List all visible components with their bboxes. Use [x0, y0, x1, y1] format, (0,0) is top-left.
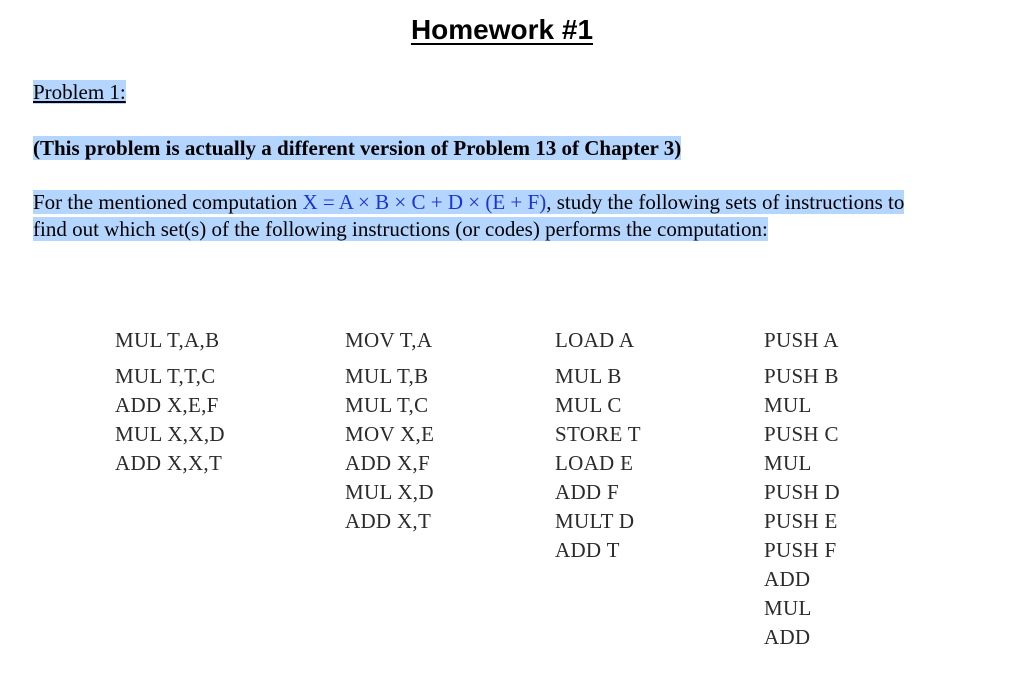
problem-note: [33, 136, 681, 161]
instruction-line: ADD X,T: [345, 509, 432, 533]
instruction-line: PUSH B: [764, 364, 839, 388]
instruction-line: ADD T: [555, 538, 620, 562]
instruction-line: MUL T,T,C: [115, 364, 216, 388]
problem-label-text: Problem 1:: [33, 80, 126, 104]
instruction-line: PUSH F: [764, 538, 837, 562]
instruction-line: MOV T,A: [345, 328, 433, 352]
instruction-line: ADD: [764, 567, 811, 591]
problem-note-text: (This problem is actually a different version of Problem 13 of Chapter 3): [33, 136, 682, 160]
instruction-line: PUSH C: [764, 422, 839, 446]
instruction-line: ADD X,X,T: [115, 451, 223, 475]
instruction-line: MUL: [764, 451, 812, 475]
instruction-set-4: [764, 326, 840, 652]
instruction-line: MUL T,B: [345, 364, 429, 388]
instruction-line: MUL X,X,D: [115, 422, 225, 446]
instruction-line: MUL C: [555, 393, 622, 417]
instruction-line: ADD F: [555, 480, 619, 504]
instruction-set-2: [345, 326, 434, 536]
problem-description: [33, 189, 913, 243]
title-text: Homework #1: [410, 14, 594, 45]
instruction-line: ADD: [764, 625, 811, 649]
instruction-line: STORE T: [555, 422, 641, 446]
instruction-set-1: [115, 326, 225, 478]
instruction-set-3: [555, 326, 641, 565]
description-prefix: For the mentioned computation: [33, 190, 303, 214]
instruction-line: PUSH E: [764, 509, 838, 533]
instruction-line: PUSH D: [764, 480, 840, 504]
instruction-line: MULT D: [555, 509, 635, 533]
instruction-line: ADD X,F: [345, 451, 430, 475]
page-title: [0, 14, 1004, 46]
instruction-line: MOV X,E: [345, 422, 435, 446]
description-suffix: , study the following sets of instructions to find out which set(s) of the following instructions (or codes) performs the computation:: [33, 190, 905, 241]
instruction-line: MUL: [764, 596, 812, 620]
instruction-line: LOAD A: [555, 328, 635, 352]
instruction-line: PUSH A: [764, 328, 839, 352]
instruction-line: ADD X,E,F: [115, 393, 219, 417]
instruction-line: MUL T,A,B: [115, 328, 220, 352]
instruction-line: MUL B: [555, 364, 622, 388]
instruction-line: MUL: [764, 393, 812, 417]
formula: X = A × B × C + D × (E + F): [302, 190, 547, 214]
problem-label: [33, 80, 126, 105]
instruction-line: MUL T,C: [345, 393, 429, 417]
instruction-line: LOAD E: [555, 451, 634, 475]
instruction-line: MUL X,D: [345, 480, 434, 504]
